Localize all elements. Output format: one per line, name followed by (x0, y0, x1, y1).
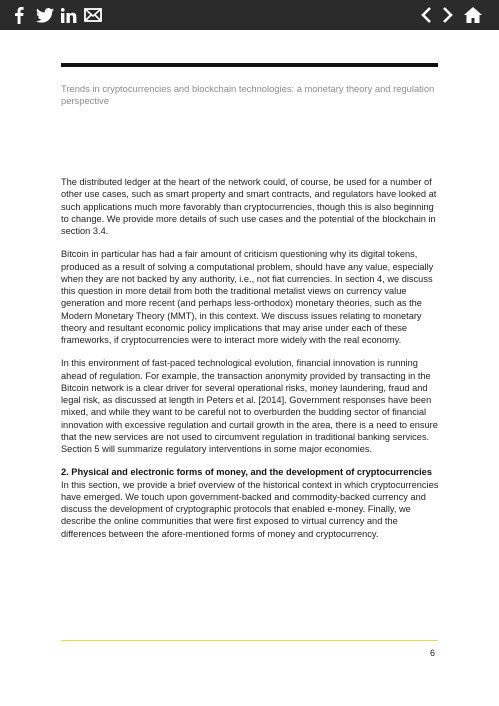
body-paragraph: Bitcoin in particular has had a fair amount of criticism questioning why its digital tokens, produced as a result of solving a computational problem, should have any value, especially when they are not backed by any authority, i.e., not fiat currencies. In section 4, we discuss this question in more detail from both the traditional metalist views on currency value generation and more recent (and perhaps less-orthodox) monetary theories, such as the Modern Monetary Theory (MMT), in this context. We discuss issues relating to monetary theory and resultant economic policy implications that may arise under each of these frameworks, if cryptocurrencies were to interact more widely with the real economy. (61, 249, 434, 345)
viewer-toolbar (0, 0, 499, 30)
previous-page-icon[interactable] (418, 4, 434, 26)
body-paragraph: In this environment of fast-paced technological evolution, financial innovation is running ahead of regulation. For example, the transaction anonymity provided by transacting in the Bitcoin network is a clear driver for several operational risks, money laundering, fraud and legal risk, as discussed at length in Peters et al. [2014]. Government responses have been mixed, and while they want to be careful not to overburden the budding sector of financial innovation with excessive regulation and curtail growth in the area, there is a need to ensure that the new services are not used to circumvent regulation in traditional banking services. Section 5 will summarize regulatory interventions in some major economies. (61, 358, 438, 454)
linkedin-icon[interactable] (60, 4, 78, 26)
section-heading: 2. Physical and electronic forms of money, and the development of cryptocurrencies (61, 467, 432, 478)
running-head: Trends in cryptocurrencies and blockchain technologies: a monetary theory and regulation perspective (61, 83, 435, 106)
article-body (61, 176, 441, 551)
twitter-icon[interactable] (35, 4, 55, 26)
facebook-icon[interactable] (12, 4, 26, 26)
home-icon[interactable] (462, 4, 484, 26)
section-paragraph: In this section, we provide a brief overview of the historical context in which cryptocurrencies have emerged. We touch upon government-backed and commodity-backed currency and discuss the development of cryptographic protocols that enabled e-money. Finally, we describe the online communities that were first exposed to virtual currency and the differences between the afore-mentioned forms of money and cryptocurrency. (61, 479, 439, 539)
page-number: 6 (430, 648, 436, 658)
body-paragraph: The distributed ledger at the heart of the network could, of course, be used for a number of other use cases, such as smart property and smart contracts, and regulators have looked at such applications much more favorably than cryptocurrencies, though this is also beginning to change. We provide more details of such use cases and the potential of the blockchain in section 3.4. (61, 177, 437, 236)
mail-icon[interactable] (83, 4, 103, 26)
header-rule (61, 63, 438, 67)
footer-rule (61, 640, 438, 641)
next-page-icon[interactable] (440, 4, 456, 26)
